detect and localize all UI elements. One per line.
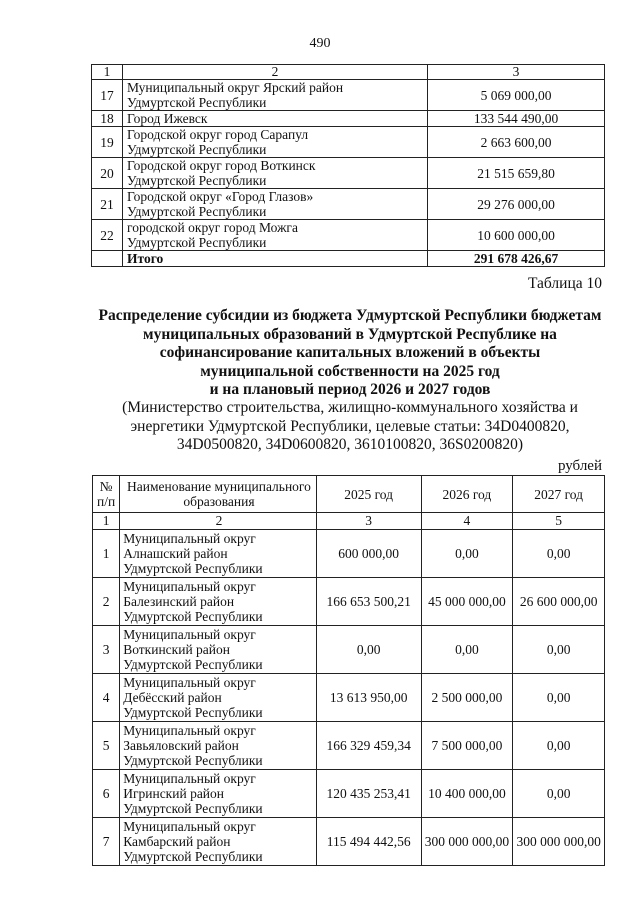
municipality-name: Муниципальный округ Завьяловский район Удмуртской Республики	[120, 722, 317, 770]
table-number-label: Таблица 10	[527, 275, 602, 292]
amount-2026: 45 000 000,00	[421, 578, 513, 626]
amount-2027: 0,00	[513, 530, 605, 578]
col-number-3: 3	[316, 513, 421, 530]
col-number-4: 4	[421, 513, 513, 530]
title-line: муниципальной собственности на 2025 год	[200, 362, 500, 380]
col-number-1: 1	[93, 513, 120, 530]
title-line: и на плановый период 2026 и 2027 годов	[209, 381, 491, 398]
amount-2027: 0,00	[513, 722, 605, 770]
col-number-2: 2	[120, 513, 317, 530]
amount-2025: 120 435 253,41	[316, 770, 421, 818]
table-row	[93, 770, 605, 818]
table-row	[93, 530, 605, 578]
header-municipality: Наименование муниципального образования	[120, 476, 317, 513]
table-row	[92, 189, 605, 220]
col-number-1: 1	[92, 65, 123, 80]
column-number-row	[93, 513, 605, 530]
amount-2026: 300 000 000,00	[421, 818, 513, 866]
table-row	[92, 220, 605, 251]
title-line: муниципальных образований в Удмуртской Республике на	[143, 325, 557, 343]
municipality-name: Муниципальный округ Балезинский район Удмуртской Республики	[120, 578, 317, 626]
municipality-name: Муниципальный округ Алнашский район Удмуртской Республики	[120, 530, 317, 578]
municipality-name: Муниципальный округ Дебёсский район Удмуртской Республики	[120, 674, 317, 722]
row-number: 7	[93, 818, 120, 866]
municipality-name: Муниципальный округ Ярский район Удмуртской Республики	[123, 80, 428, 111]
row-number: 3	[93, 626, 120, 674]
title-line: Распределение субсидии из бюджета Удмуртской Республики бюджетам	[98, 307, 602, 324]
header-2026: 2026 год	[421, 476, 513, 513]
row-number: 17	[92, 80, 123, 111]
municipality-name: Муниципальный округ Воткинский район Удмуртской Республики	[120, 626, 317, 674]
amount-2025: 600 000,00	[316, 530, 421, 578]
subtitle-line: (Министерство строительства, жилищно-коммунального хозяйства и	[122, 399, 578, 416]
amount-2026: 10 400 000,00	[421, 770, 513, 818]
municipality-name: Городской округ город Воткинск Удмуртской Республики	[123, 158, 428, 189]
table-row	[93, 818, 605, 866]
amount-2026: 0,00	[421, 626, 513, 674]
amount-2025: 115 494 442,56	[316, 818, 421, 866]
municipality-name: Городской округ город Сарапул Удмуртской Республики	[123, 127, 428, 158]
total-amount: 291 678 426,67	[428, 251, 605, 267]
row-number: 21	[92, 189, 123, 220]
table-row	[92, 111, 605, 127]
amount-2027: 26 600 000,00	[513, 578, 605, 626]
row-number: 22	[92, 220, 123, 251]
amount: 2 663 600,00	[428, 127, 605, 158]
table-title	[80, 307, 620, 400]
col-number-2: 2	[123, 65, 428, 80]
amount-2025: 13 613 950,00	[316, 674, 421, 722]
total-label: Итого	[123, 251, 428, 267]
amount-2025: 166 653 500,21	[316, 578, 421, 626]
header-2025: 2025 год	[316, 476, 421, 513]
amount-2027: 0,00	[513, 626, 605, 674]
amount-2026: 0,00	[421, 530, 513, 578]
row-number: 18	[92, 111, 123, 127]
amount: 5 069 000,00	[428, 80, 605, 111]
municipality-name: Город Ижевск	[123, 111, 428, 127]
amount-2025: 166 329 459,34	[316, 722, 421, 770]
subtitle-line: энергетики Удмуртской Республики, целевые статьи: 34D0400820,	[130, 417, 570, 435]
row-number: 5	[93, 722, 120, 770]
table-row	[93, 626, 605, 674]
empty-cell	[92, 251, 123, 267]
row-number: 20	[92, 158, 123, 189]
municipality-name: Муниципальный округ Камбарский район Удмуртской Республики	[120, 818, 317, 866]
table-row	[93, 722, 605, 770]
row-number: 6	[93, 770, 120, 818]
header-2027: 2027 год	[513, 476, 605, 513]
amount-2026: 2 500 000,00	[421, 674, 513, 722]
amount-2027: 0,00	[513, 770, 605, 818]
municipality-name: городской округ город Можга Удмуртской Республики	[123, 220, 428, 251]
amount: 133 544 490,00	[428, 111, 605, 127]
total-row	[92, 251, 605, 267]
column-number-row	[92, 65, 605, 80]
row-number: 19	[92, 127, 123, 158]
table-row	[93, 674, 605, 722]
amount-2027: 300 000 000,00	[513, 818, 605, 866]
municipality-name: Городской округ «Город Глазов» Удмуртской Республики	[123, 189, 428, 220]
col-number-3: 3	[428, 65, 605, 80]
currency-unit: рублей	[557, 458, 602, 474]
row-number: 4	[93, 674, 120, 722]
municipality-name: Муниципальный округ Игринский район Удмуртской Республики	[120, 770, 317, 818]
table-subtitle	[80, 399, 620, 455]
subsidy-distribution-table	[92, 475, 605, 866]
amount: 29 276 000,00	[428, 189, 605, 220]
subtitle-line: 34D0500820, 34D0600820, 3610100820, 36S0200820)	[176, 436, 524, 453]
row-number: 1	[93, 530, 120, 578]
table-row	[92, 158, 605, 189]
previous-table-continuation	[91, 64, 605, 267]
title-line: софинансирование капитальных вложений в объекты	[159, 344, 541, 361]
page-number: 490	[309, 36, 331, 51]
table-row	[92, 127, 605, 158]
amount: 21 515 659,80	[428, 158, 605, 189]
amount-2026: 7 500 000,00	[421, 722, 513, 770]
header-row	[93, 476, 605, 513]
table-row	[92, 80, 605, 111]
amount-2027: 0,00	[513, 674, 605, 722]
col-number-5: 5	[513, 513, 605, 530]
row-number: 2	[93, 578, 120, 626]
header-number: № п/п	[93, 476, 120, 513]
amount: 10 600 000,00	[428, 220, 605, 251]
amount-2025: 0,00	[316, 626, 421, 674]
table-row	[93, 578, 605, 626]
